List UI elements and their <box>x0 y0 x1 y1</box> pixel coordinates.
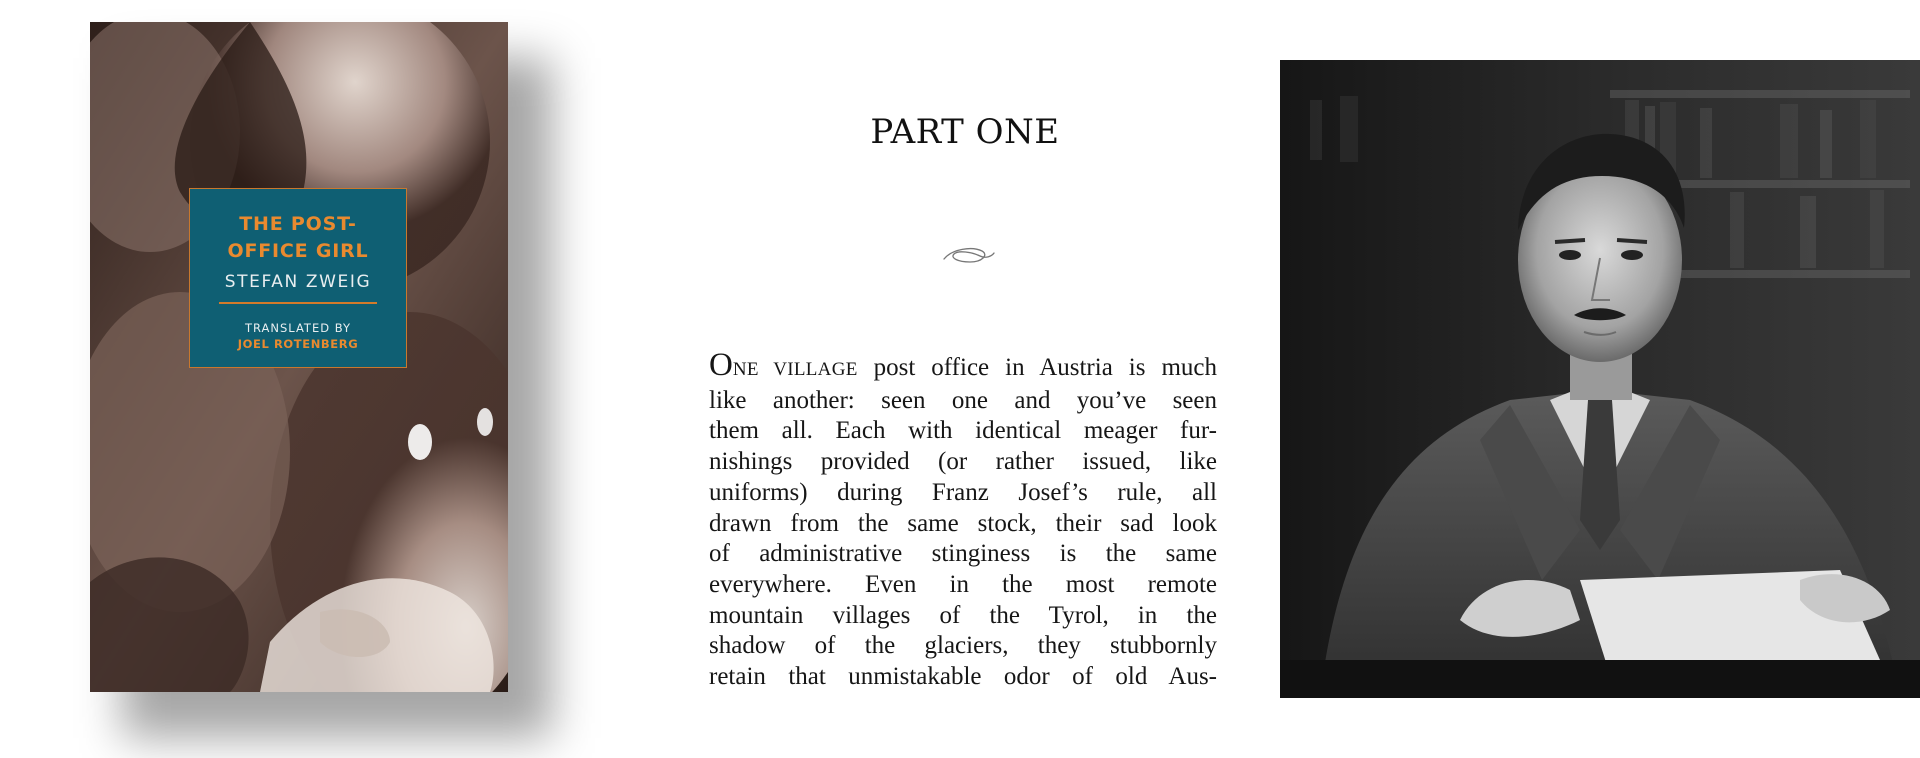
book-cover[interactable] <box>90 22 508 692</box>
small-caps-lead: NE VILLAGE <box>732 359 858 380</box>
text-line-7: of administrative stinginess is the same <box>709 540 1217 568</box>
drop-cap: O <box>709 347 733 383</box>
text-line-5: uniforms) during Franz Josef’s rule, all <box>709 478 1217 506</box>
cover-author: STEFAN ZWEIG <box>224 272 372 292</box>
chapter-text <box>709 347 1217 693</box>
cover-translator: JOEL ROTENBERG <box>237 337 359 351</box>
author-portrait-image <box>1280 60 1920 698</box>
text-line-3: them all. Each with identical meager fur- <box>709 417 1217 445</box>
text-line-8: everywhere. Even in the most remote <box>709 570 1217 598</box>
text-line-6: drawn from the same stock, their sad look <box>709 509 1217 537</box>
text-line-9: mountain villages of the Tyrol, in the <box>709 601 1217 629</box>
text-line-1: ONE VILLAGE post office in Austria is much <box>709 347 1217 383</box>
text-line-11: retain that unmistakable odor of old Aus- <box>709 663 1217 691</box>
cover-divider <box>219 302 377 304</box>
author-photo[interactable] <box>1280 60 1920 698</box>
cover-title: THE POST-OFFICE GIRL <box>227 213 369 262</box>
part-heading: PART ONE <box>870 112 1060 152</box>
text-line-10: shadow of the glaciers, they stubbornly <box>709 632 1217 660</box>
cover-translated-by-label: TRANSLATED BY <box>244 321 352 335</box>
cover-title-panel <box>189 188 407 368</box>
text-line-2: like another: seen one and you’ve seen <box>709 386 1217 414</box>
flourish-icon <box>938 240 996 270</box>
text-line-4: nishings provided (or rather issued, like <box>709 448 1217 476</box>
